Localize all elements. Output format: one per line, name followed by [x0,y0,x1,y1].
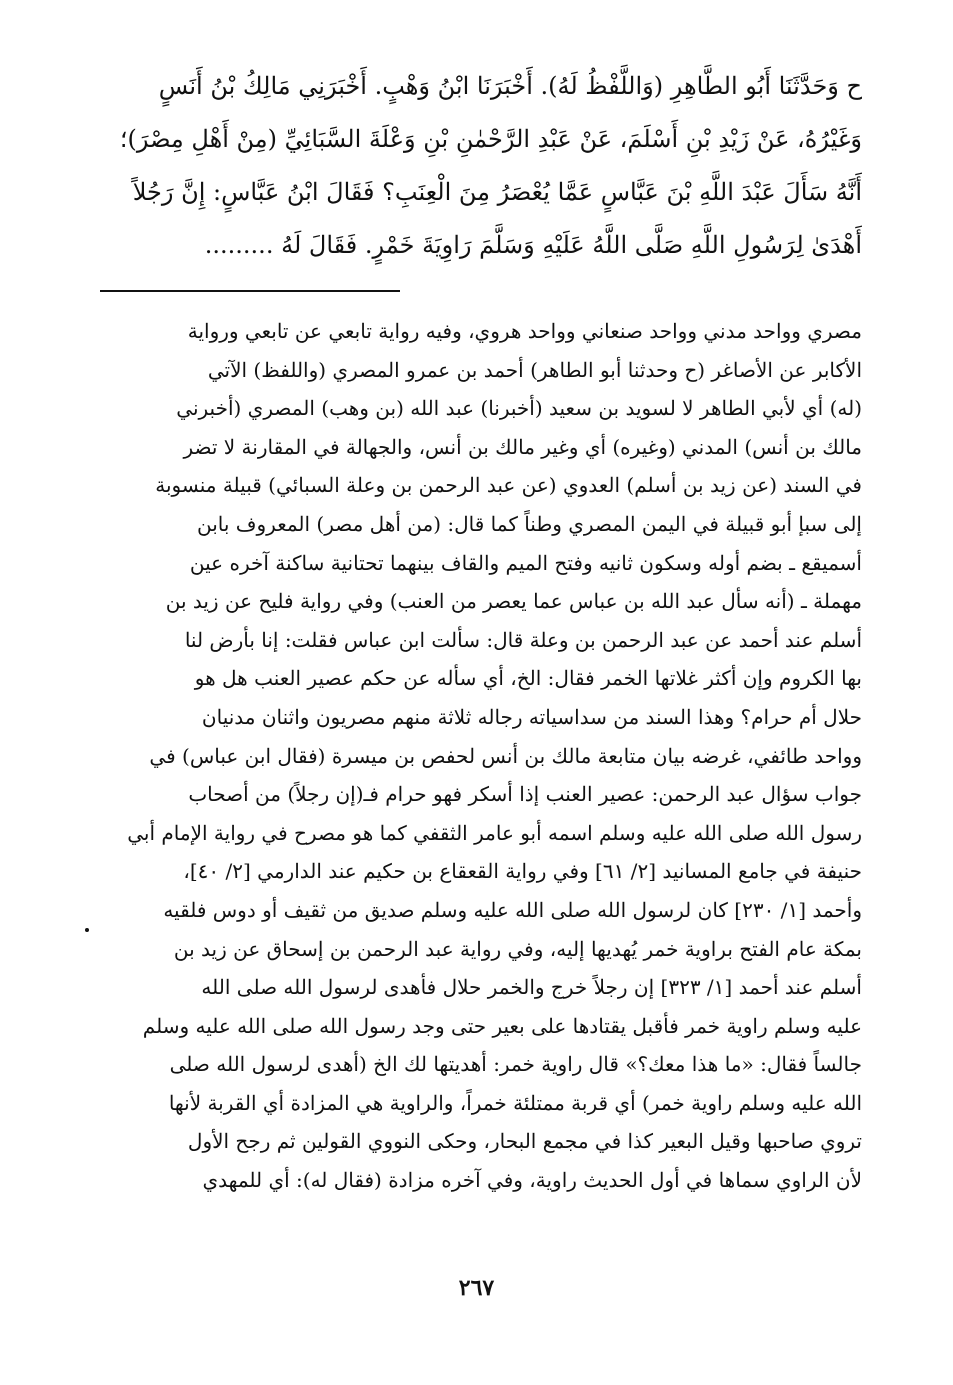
commentary-block [100,312,862,1200]
commentary-line: مالك بن أنس) المدني (وغيره) أي وغير مالك بن أنس، والجهالة في المقارنة لا تضر [183,434,862,459]
commentary-line: بها الكروم وإن أكثر غلاتها الخمر فقال: الخ، أي سأله عن حكم عصير العنب هل هو [194,666,862,691]
commentary-line: مهملة ـ (أنه سأل عبد الله بن عباس عما يعصر من العنب) وفي رواية فليح عن زيد بن [165,589,862,614]
hadith-line-3: أَنَّهُ سَأَلَ عَبْدَ اللَّهِ بْنَ عَبَّاسٍ عَمَّا يُعْصَرُ مِنَ الْعِنَبِ؟ فَقَالَ ابْنُ عَبَّاسٍ: إِنَّ رَجُلاً [132,178,862,206]
commentary-line: عليه وسلم راوية خمر فأقبل يقتادها على بعير حتى وجد رسول الله صلى الله عليه وسلم [142,1013,862,1038]
commentary-line: الأكابر عن الأصاغر (ح وحدثنا أبو الطاهر) أحمد بن عمرو المصري (واللفظ) الآتي [207,357,862,382]
hadith-line-1: ح وَحَدَّثَنَا أَبُو الطَّاهِرِ (وَاللَّفْظُ لَهُ). أَخْبَرَنَا ابْنُ وَهْبٍ. أَخْبَرَنِي مَالِكُ بْنُ أَنَسٍ [158,72,862,100]
commentary-line: حلال أم حرام؟ وهذا السند من سداسياته رجاله ثلاثة منهم مصريون واثنان مدنيان [201,704,862,729]
commentary-line: بمكة عام الفتح براوية خمر يُهديها إليه، وفي رواية عبد الرحمن بن إسحاق عن زيد بن [173,936,862,961]
commentary-line: جواب سؤال عبد الرحمن: عصير العنب إذا أسكر فهو حرام فـ(إن رجلاً) من أصحاب [188,782,862,807]
commentary-line: لأن الراوي سماها في أول الحديث راوية، وفي آخره مزادة (فقال له): أي للمهدي [202,1168,862,1193]
commentary-line: أسلم عند أحمد [١/ ٣٢٣] إن رجلاً خرج والخمر حلال فأهدى لرسول الله صلى الله [201,975,862,1000]
commentary-line: في السند (عن زيد بن أسلم) العدوي (عن عبد الرحمن بن وعلة السبائي) قبيلة منسوبة [155,473,862,498]
hadith-line-2: وَغَيْرُهُ، عَنْ زَيْدِ بْنِ أَسْلَمَ، عَنْ عَبْدِ الرَّحْمٰنِ بْنِ وَعْلَةَ السَّبَائِيِّ (مِنْ أَهْلِ مِصْرَ)؛ [119,125,862,153]
commentary-line: جالساً فقال: «ما هذا معك؟» قال راوية خمر: أهديتها لك الخ (أهدى لرسول الله صلى [169,1052,862,1077]
commentary-line: أسميقع ـ بضم أوله وسكون ثانيه وفتح الميم والقاف بينهما تحتانية ساكنة آخره عين [189,550,862,575]
commentary-line: الله عليه وسلم راوية خمر) أي قربة ممتلئة خمراً، والراوية هي المزادة أي القربة لأنها [168,1090,862,1115]
commentary-line: رسول الله صلى الله عليه وسلم اسمه أبو عامر الثقفي كما هو مصرح في رواية الإمام أبي [127,820,862,845]
margin-dot [85,928,89,932]
page-number: ٢٦٧ [458,1275,495,1301]
commentary-line: وأحمد [١/ ٢٣٠] كان لرسول الله صلى الله عليه وسلم صديق من ثقيف أو دوس فلقيه [163,897,862,922]
commentary-line: حنيفة في جامع المسانيد [٢/ ٦١] وفي رواية القعقاع بن حكيم عند الدارمي [٢/ ٤٠]، [183,859,862,884]
commentary-line: إلى سبإ أبو قبيلة في اليمن المصري وطناً كما قال: (من أهل مصر) المعروف بابن [196,511,862,536]
commentary-line: (له) أي لأبي الطاهر لا لسويد بن سعيد (أخبرنا) عبد الله (بن وهب) المصري (أخبرني [176,396,862,421]
hadith-text-block [100,60,862,272]
commentary-line: وواحد طائفي، غرضه بيان متابعة مالك بن أنس لحفص بن ميسرة (فقال ابن عباس) في [149,743,862,768]
commentary-line: أسلم عند أحمد عن عبد الرحمن بن وعلة قال: سألت ابن عباس فقلت: إنا بأرض لنا [184,627,862,652]
footnote-separator [100,290,400,292]
commentary-line: مصري وواحد مدني وواحد صنعاني وواحد هروي، وفيه رواية تابعي عن تابعي ورواية [187,319,862,343]
commentary-line: تروي صاحبها وقيل البعير كذا في مجمع البحار، وحكى النووي القولين ثم رجح الأول [187,1129,862,1154]
hadith-line-4: أَهْدَىٰ لِرَسُولِ اللَّهِ صَلَّى اللَّهُ عَلَيْهِ وَسَلَّمَ رَاوِيَةَ خَمْرٍ. فَقَالَ لَهُ ......... [204,231,862,259]
